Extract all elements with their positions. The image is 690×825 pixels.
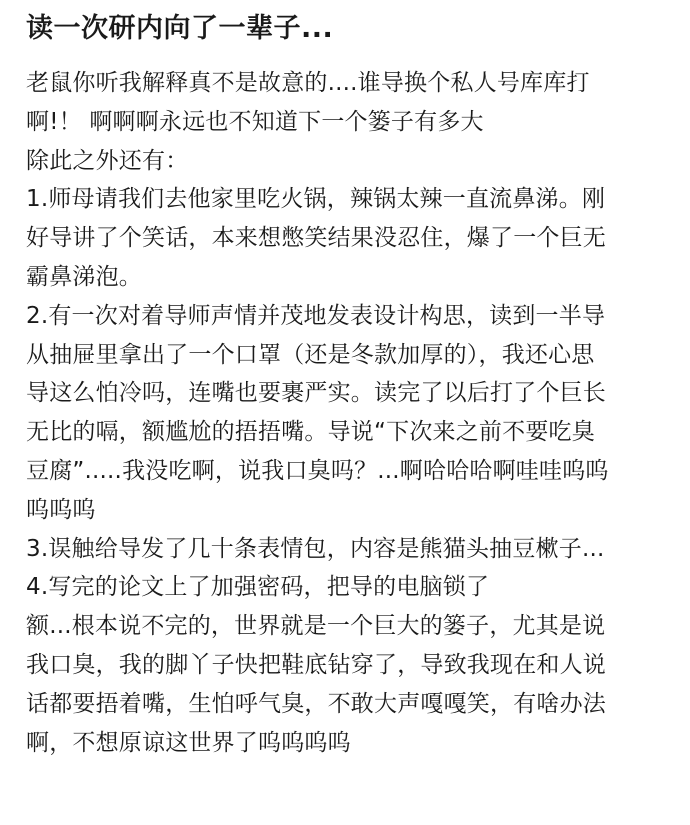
post-title: 读一次研内向了一辈子... [26, 13, 334, 44]
post-line: 无比的嗝，额尴尬的捂捂嘴。导说“下次来之前不要吃臭 [26, 419, 595, 446]
post-line: 3.误触给导发了几十条表情包，内容是熊猫头抽豆樕子... [26, 535, 605, 562]
post-body [26, 64, 666, 762]
post-line: 额...根本说不完的，世界就是一个巨大的篓子，尤其是说 [26, 613, 606, 640]
post-line: 啊，不想原谅这世界了呜呜呜呜 [26, 729, 351, 756]
post-line: 霸鼻涕泡。 [26, 263, 142, 290]
post-line: 2.有一次对着导师声情并茂地发表设计构思，读到一半导 [26, 302, 606, 329]
post-line: 好导讲了个笑话，本来想憋笑结果没忍住，爆了一个巨无 [26, 225, 606, 252]
post-line: 1.师母请我们去他家里吃火锅，辣锅太辣一直流鼻涕。刚 [26, 186, 606, 213]
post-line: 啊!！ 啊啊啊永远也不知道下一个篓子有多大 [26, 108, 484, 135]
post-line: 我口臭，我的脚丫子快把鞋底钻穿了，导致我现在和人说 [26, 651, 606, 678]
post-line: 导这么怕冷吗，连嘴也要裹严实。读完了以后打了个巨长 [26, 380, 606, 407]
post-line: 豆腐”.....我没吃啊，说我口臭吗？...啊哈哈哈啊哇哇呜呜 [26, 457, 609, 484]
post-line: 呜呜呜 [26, 496, 96, 523]
post-line: 从抽屉里拿出了一个口罩（还是冬款加厚的），我还心思 [26, 341, 595, 368]
post-line: 老鼠你听我解释真不是故意的....谁导换个私人号库库打 [26, 70, 590, 96]
post-line: 话都要捂着嘴，生怕呼气臭，不敢大声嘎嘎笑，有啥办法 [26, 690, 606, 717]
post-line: 除此之外还有： [26, 147, 189, 174]
post-line: 4.写完的论文上了加强密码，把导的电脑锁了 [26, 574, 490, 601]
